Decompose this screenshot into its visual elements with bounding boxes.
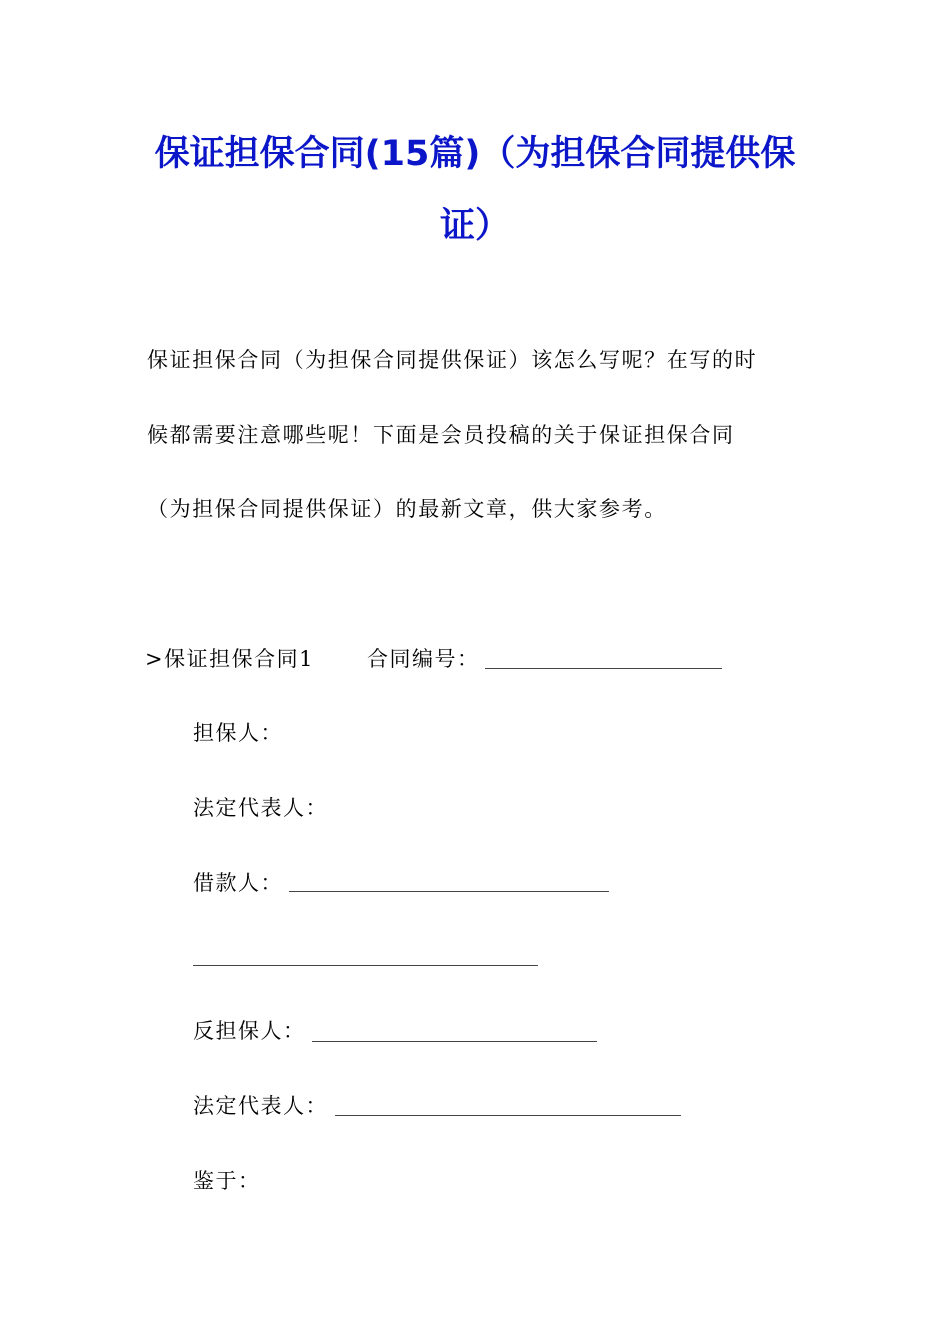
borrower-continuation-blank <box>193 965 538 966</box>
borrower-blank <box>289 891 609 892</box>
counter-guarantor-label: 反担保人： <box>193 1019 306 1043</box>
document-title-line-1: 保证担保合同(15篇)（为担保合同提供保 <box>154 134 796 174</box>
legal-representative-label-2: 法定代表人： <box>193 1094 328 1118</box>
counter-guarantor-blank <box>312 1041 597 1042</box>
intro-paragraph-line-1: 保证担保合同（为担保合同提供保证）该怎么写呢？在写的时 <box>147 348 758 372</box>
intro-paragraph-line-2: 候都需要注意哪些呢！下面是会员投稿的关于保证担保合同 <box>147 423 735 447</box>
legal-representative-blank-2 <box>335 1115 681 1116</box>
legal-representative-label: 法定代表人： <box>193 796 328 820</box>
contract-number-blank <box>485 668 722 669</box>
whereas-label: 鉴于： <box>193 1169 261 1193</box>
section-heading: >保证担保合同1 <box>145 647 314 671</box>
intro-paragraph-line-3: （为担保合同提供保证）的最新文章，供大家参考。 <box>147 497 667 521</box>
borrower-label: 借款人： <box>193 871 283 895</box>
guarantor-label: 担保人： <box>193 721 283 745</box>
contract-number-label: 合同编号： <box>367 647 480 671</box>
document-title-line-2: 证） <box>439 206 510 246</box>
